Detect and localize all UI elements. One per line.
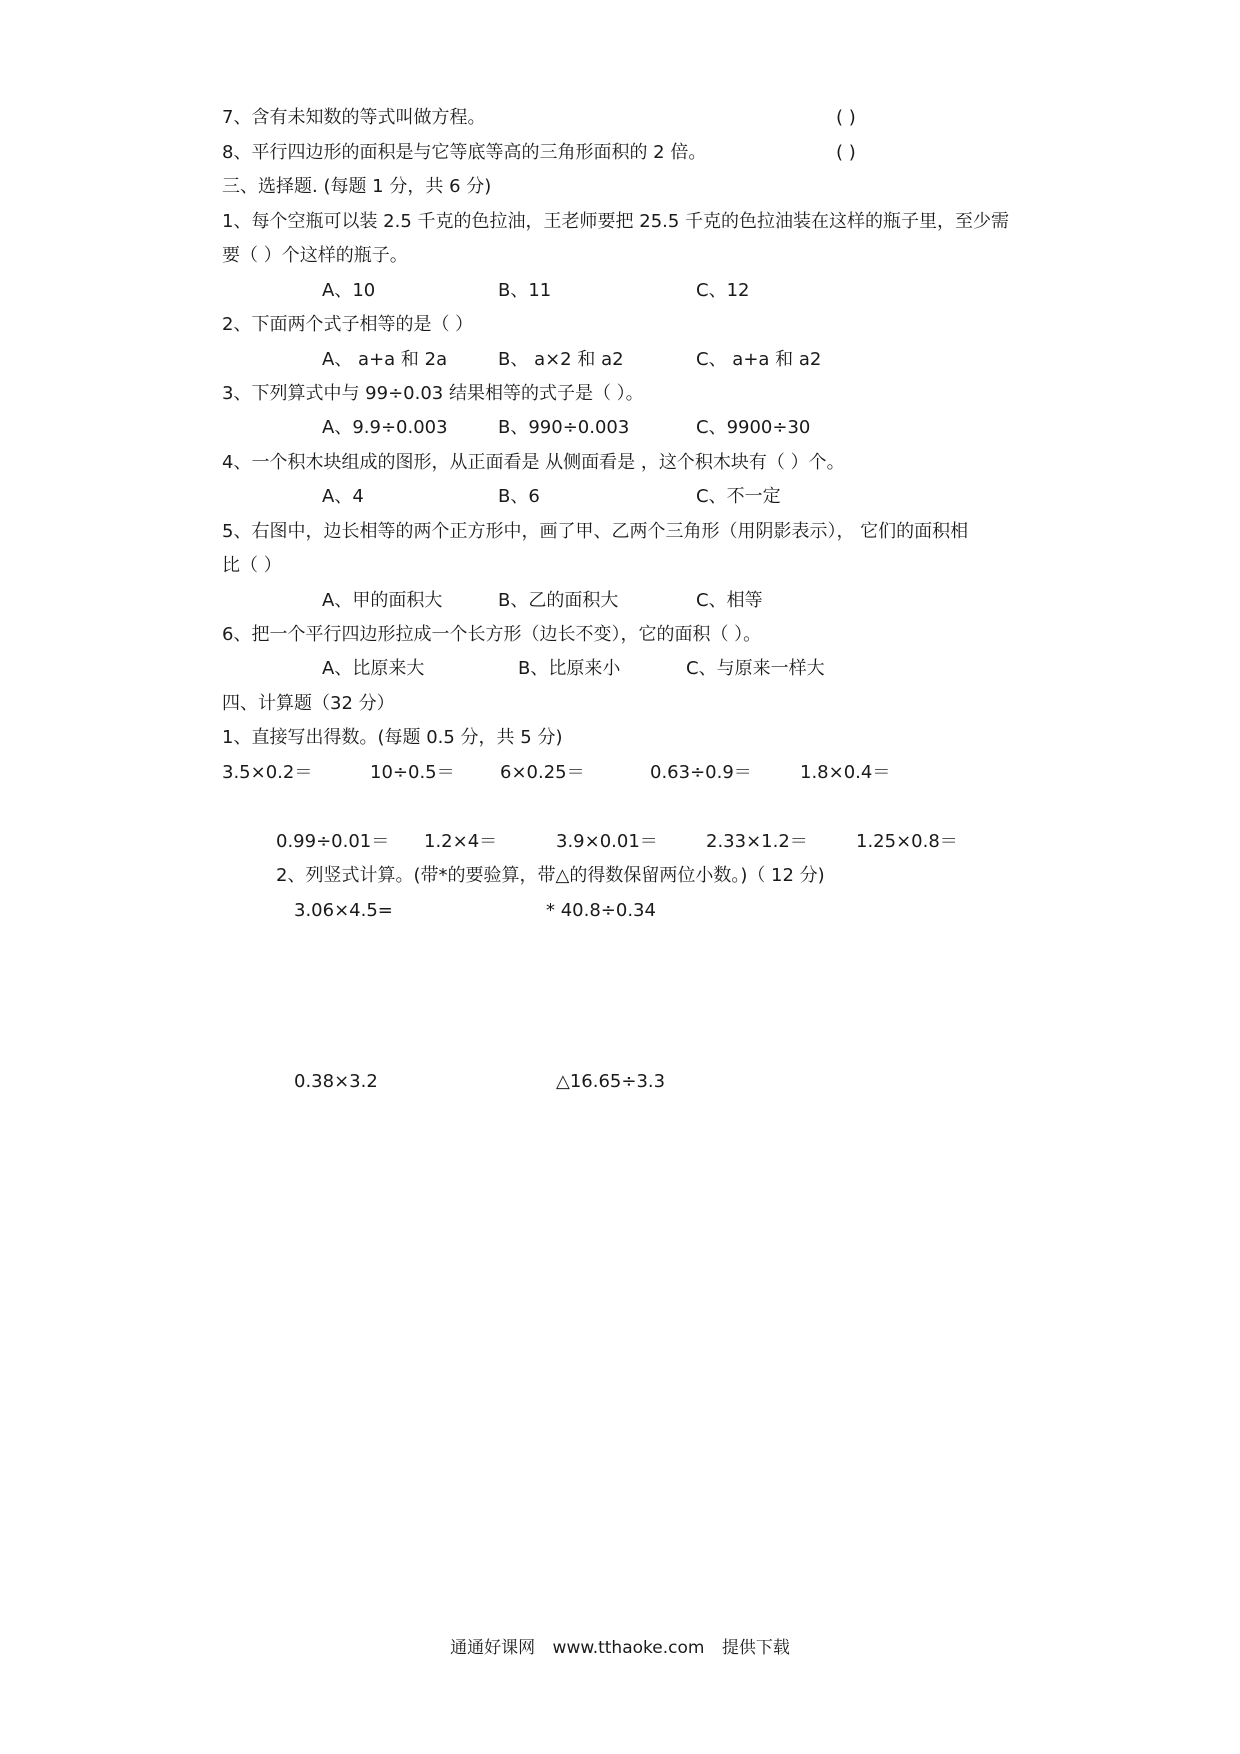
calc-row1-item-3: 6×0.25＝: [500, 762, 585, 783]
choice-q3-option-a: A、9.9÷0.003: [322, 417, 448, 438]
choice-heading: 三、选择题. (每题 1 分，共 6 分): [222, 176, 492, 197]
choice-q6-option-c: C、与原来一样大: [686, 658, 825, 679]
choice-q5-option-c: C、相等: [696, 590, 763, 611]
vertical-calc-4: △16.65÷3.3: [556, 1071, 666, 1092]
choice-q3: 3、下列算式中与 99÷0.03 结果相等的式子是（ ）。: [222, 383, 644, 404]
calc-row2-item-4: 2.33×1.2＝: [706, 831, 808, 852]
vertical-calc-2: * 40.8÷0.34: [546, 900, 656, 921]
calc-row2-item-3: 3.9×0.01＝: [556, 831, 658, 852]
choice-q4: 4、一个积木块组成的图形，从正面看是 从侧面看是 ，这个积木块有（ ）个。: [222, 452, 845, 473]
choice-q2-option-b: B、 a×2 和 a2: [498, 349, 624, 370]
footer-note: 提供下载: [721, 1638, 790, 1658]
choice-q5-option-b: B、乙的面积大: [498, 590, 619, 611]
choice-q4-option-b: B、6: [498, 486, 540, 507]
calc-row1-item-4: 0.63÷0.9＝: [650, 762, 752, 783]
choice-q5-option-a: A、甲的面积大: [322, 590, 443, 611]
choice-q5-line2: 比（ ）: [222, 555, 282, 576]
calc-sub2: 2、列竖式计算。(带*的要验算，带△的得数保留两位小数。)（ 12 分): [276, 865, 825, 886]
choice-q1-option-a: A、10: [322, 280, 376, 301]
choice-q1-option-c: C、12: [696, 280, 750, 301]
footer-site-name: 通通好课网: [450, 1638, 536, 1658]
judge-q7-answer-paren: ( ): [836, 107, 856, 128]
page-footer: [0, 1636, 1240, 1660]
choice-q3-option-b: B、990÷0.003: [498, 417, 630, 438]
choice-q6: 6、把一个平行四边形拉成一个长方形（边长不变），它的面积（ ）。: [222, 624, 762, 645]
choice-q1-line1: 1、每个空瓶可以装 2.5 千克的色拉油，王老师要把 25.5 千克的色拉油装在这样的瓶子里，至少需: [222, 211, 1010, 232]
footer-url[interactable]: www.tthaoke.com: [552, 1638, 705, 1658]
choice-q2: 2、下面两个式子相等的是（ ）: [222, 314, 474, 335]
choice-q2-option-a: A、 a+a 和 2a: [322, 349, 448, 370]
choice-q1-option-b: B、11: [498, 280, 552, 301]
choice-q4-option-c: C、不一定: [696, 486, 781, 507]
vertical-calc-1: 3.06×4.5=: [294, 900, 393, 921]
judge-q8-answer-paren: ( ): [836, 142, 856, 163]
judge-q7: 7、含有未知数的等式叫做方程。: [222, 107, 486, 128]
calc-heading: 四、计算题（32 分）: [222, 693, 395, 714]
calc-row2-item-5: 1.25×0.8＝: [856, 831, 958, 852]
choice-q6-option-a: A、比原来大: [322, 658, 425, 679]
calc-sub1: 1、直接写出得数。(每题 0.5 分，共 5 分): [222, 727, 563, 748]
calc-row1-item-1: 3.5×0.2＝: [222, 762, 313, 783]
calc-row1-item-2: 10÷0.5＝: [370, 762, 455, 783]
choice-q5-line1: 5、右图中，边长相等的两个正方形中，画了甲、乙两个三角形（用阴影表示）， 它们的面积相: [222, 521, 969, 542]
choice-q2-option-c: C、 a+a 和 a2: [696, 349, 822, 370]
choice-q4-option-a: A、4: [322, 486, 364, 507]
calc-row1-item-5: 1.8×0.4＝: [800, 762, 891, 783]
choice-q3-option-c: C、9900÷30: [696, 417, 811, 438]
judge-q8: 8、平行四边形的面积是与它等底等高的三角形面积的 2 倍。: [222, 142, 707, 163]
calc-row2-item-2: 1.2×4＝: [424, 831, 498, 852]
calc-row2-item-1: 0.99÷0.01＝: [276, 831, 390, 852]
choice-q6-option-b: B、比原来小: [518, 658, 621, 679]
choice-q1-line2: 要（ ）个这样的瓶子。: [222, 245, 408, 266]
vertical-calc-3: 0.38×3.2: [294, 1071, 378, 1092]
